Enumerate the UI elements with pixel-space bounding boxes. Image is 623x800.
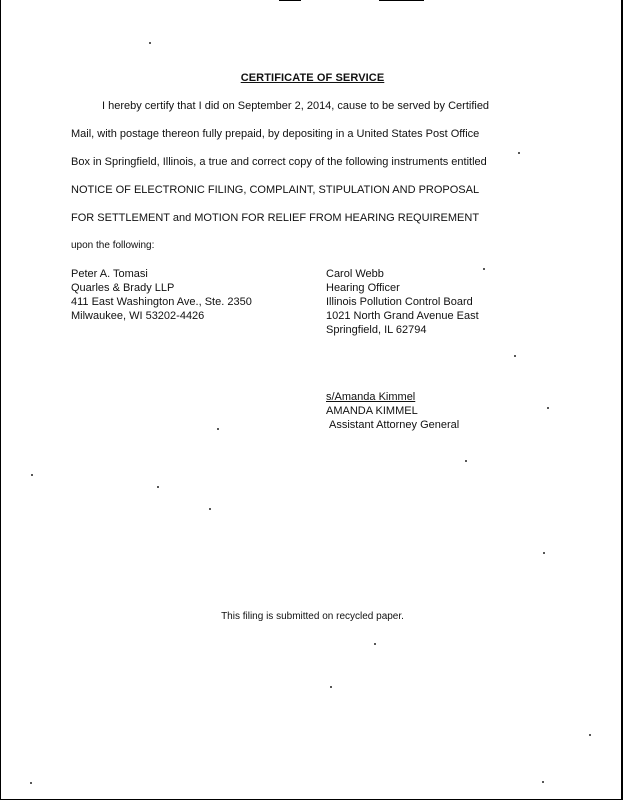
- signature-line: s/Amanda Kimmel: [326, 391, 416, 403]
- scan-speck: [589, 734, 591, 736]
- body-line-4: NOTICE OF ELECTRONIC FILING, COMPLAINT, STIPULATION AND PROPOSAL: [71, 184, 480, 196]
- signer-title: Assistant Attorney General: [329, 419, 460, 431]
- recipient-left: [71, 267, 252, 323]
- recipient-left-name: Peter A. Tomasi: [71, 268, 148, 280]
- scan-speck: [157, 486, 159, 488]
- scan-speck: [483, 268, 485, 270]
- scan-speck: [518, 152, 520, 154]
- recipient-left-firm: Quarles & Brady LLP: [71, 282, 175, 294]
- recipient-right-name: Carol Webb: [326, 268, 384, 280]
- recipient-right-address1: 1021 North Grand Avenue East: [326, 310, 479, 322]
- scan-speck: [149, 42, 151, 44]
- scan-speck: [514, 355, 516, 357]
- signature-block: [326, 390, 459, 432]
- scan-speck: [31, 474, 33, 476]
- scan-speck: [217, 428, 219, 430]
- recipient-left-address2: Milwaukee, WI 53202-4426: [71, 310, 205, 322]
- recipient-right-address2: Springfield, IL 62794: [326, 324, 427, 336]
- scan-speck: [330, 686, 332, 688]
- scan-speck: [30, 782, 32, 784]
- body-line-5: FOR SETTLEMENT and MOTION FOR RELIEF FROM HEARING REQUIREMENT: [71, 212, 480, 224]
- scan-speck: [547, 407, 549, 409]
- recipient-right-org: Illinois Pollution Control Board: [326, 296, 473, 308]
- scan-speck: [209, 508, 211, 510]
- body-line-1: I hereby certify that I did on September 2, 2014, cause to be served by Certified: [102, 100, 490, 112]
- body-line-3: Box in Springfield, Illinois, a true and correct copy of the following instruments entitled: [71, 156, 487, 168]
- signer-name: AMANDA KIMMEL: [326, 405, 418, 417]
- scan-speck: [465, 460, 467, 462]
- recycled-paper-note: This filing is submitted on recycled paper.: [221, 611, 404, 622]
- scan-speck: [542, 781, 544, 783]
- scan-mark: [379, 0, 424, 1]
- recipient-right: [326, 267, 479, 337]
- recipient-right-title: Hearing Officer: [326, 282, 400, 294]
- body-line-2: Mail, with postage thereon fully prepaid, by depositing in a United States Post Office: [71, 128, 480, 140]
- scan-speck: [543, 552, 545, 554]
- scan-mark: [279, 0, 301, 1]
- body-line-6: upon the following:: [71, 240, 155, 251]
- certificate-title: CERTIFICATE OF SERVICE: [240, 72, 385, 84]
- recipient-left-address1: 411 East Washington Ave., Ste. 2350: [71, 296, 252, 308]
- scan-speck: [374, 643, 376, 645]
